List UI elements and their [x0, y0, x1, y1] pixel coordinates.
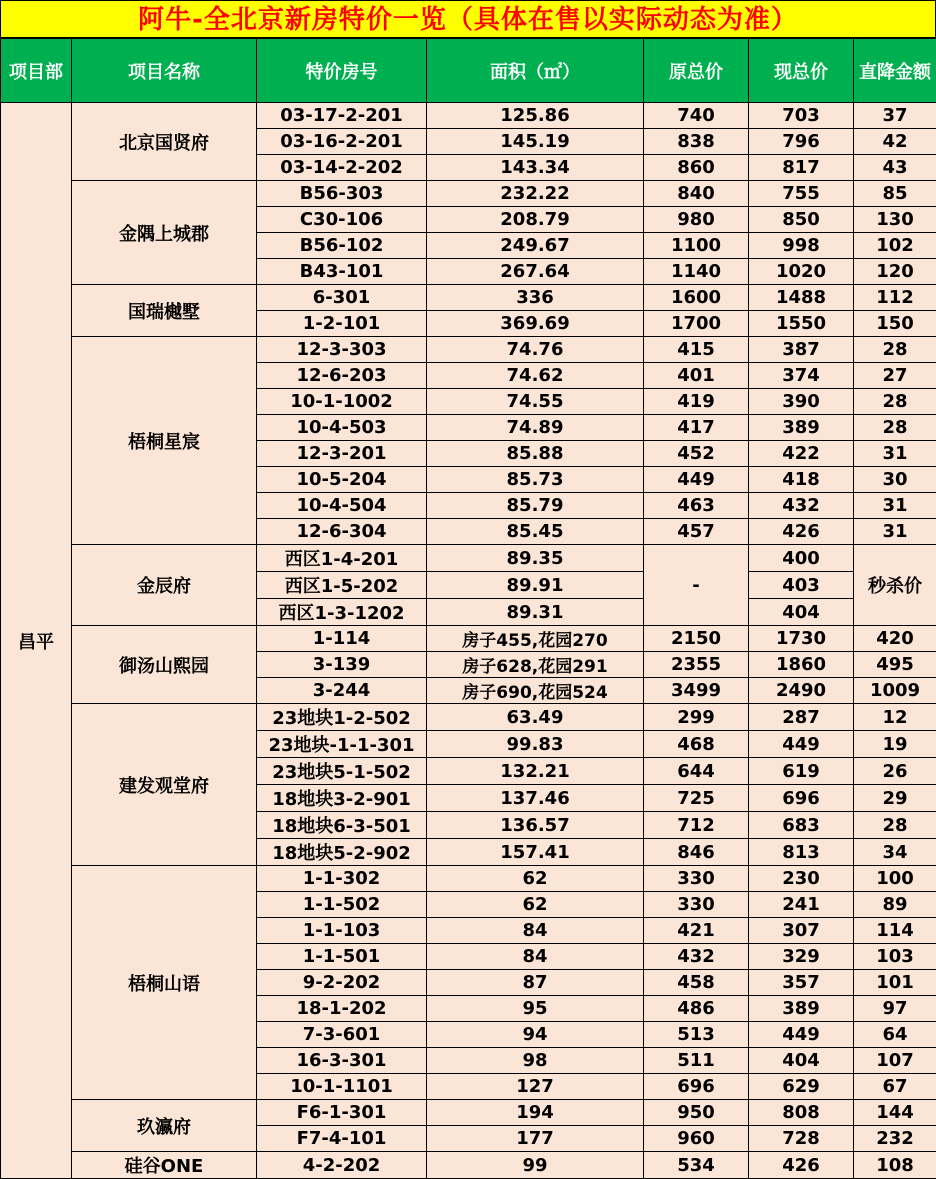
price-drop-cell: 144	[854, 1100, 936, 1126]
price-drop-cell: 19	[854, 731, 936, 758]
original-price-cell: 415	[644, 337, 749, 363]
table-row	[1, 1100, 936, 1126]
price-drop-cell: 34	[854, 839, 936, 866]
area-cell: 143.34	[427, 155, 644, 181]
unit-number-cell: F7-4-101	[257, 1126, 427, 1152]
column-header-area: 面积（㎡）	[427, 39, 644, 103]
original-price-cell: 740	[644, 103, 749, 129]
original-price-cell: 1100	[644, 233, 749, 259]
price-drop-cell: 26	[854, 758, 936, 785]
table-header-row	[1, 39, 936, 103]
current-price-cell: 307	[749, 918, 854, 944]
original-price-cell: 696	[644, 1074, 749, 1100]
table-row	[1, 626, 936, 652]
column-header-department: 项目部	[1, 39, 72, 103]
area-cell: 98	[427, 1048, 644, 1074]
area-cell: 99.83	[427, 731, 644, 758]
current-price-cell: 389	[749, 996, 854, 1022]
original-price-cell: 838	[644, 129, 749, 155]
current-price-cell: 728	[749, 1126, 854, 1152]
original-price-cell: 1700	[644, 311, 749, 337]
unit-number-cell: 3-244	[257, 678, 427, 704]
unit-number-cell: 1-1-502	[257, 892, 427, 918]
unit-number-cell: 1-1-302	[257, 866, 427, 892]
current-price-cell: 400	[749, 545, 854, 572]
project-name-cell: 硅谷ONE	[72, 1152, 257, 1179]
price-drop-cell: 100	[854, 866, 936, 892]
price-drop-cell: 27	[854, 363, 936, 389]
area-cell: 89.31	[427, 599, 644, 626]
original-price-cell: 421	[644, 918, 749, 944]
unit-number-cell: 18地块3-2-901	[257, 785, 427, 812]
unit-number-cell: 12-3-303	[257, 337, 427, 363]
current-price-cell: 432	[749, 493, 854, 519]
project-name-cell: 金辰府	[72, 545, 257, 626]
current-price-cell: 2490	[749, 678, 854, 704]
original-price-cell: 511	[644, 1048, 749, 1074]
department-cell: 昌平	[1, 103, 72, 1179]
price-drop-cell: 108	[854, 1152, 936, 1179]
current-price-cell: 850	[749, 207, 854, 233]
unit-number-cell: 西区1-5-202	[257, 572, 427, 599]
price-drop-cell: 42	[854, 129, 936, 155]
original-price-cell: 513	[644, 1022, 749, 1048]
original-price-cell: 1140	[644, 259, 749, 285]
original-price-cell: 401	[644, 363, 749, 389]
price-drop-cell: 150	[854, 311, 936, 337]
current-price-cell: 404	[749, 599, 854, 626]
original-price-cell: 299	[644, 704, 749, 731]
project-name-cell: 玖瀛府	[72, 1100, 257, 1152]
area-cell: 136.57	[427, 812, 644, 839]
unit-number-cell: B56-303	[257, 181, 427, 207]
table-row	[1, 545, 936, 572]
project-name-cell: 金隅上城郡	[72, 181, 257, 285]
original-price-cell: 417	[644, 415, 749, 441]
original-price-cell: 457	[644, 519, 749, 545]
table-row	[1, 285, 936, 311]
current-price-cell: 329	[749, 944, 854, 970]
area-cell: 85.45	[427, 519, 644, 545]
current-price-cell: 696	[749, 785, 854, 812]
original-price-cell: 840	[644, 181, 749, 207]
area-cell: 房子455,花园270	[427, 626, 644, 652]
area-cell: 208.79	[427, 207, 644, 233]
current-price-cell: 241	[749, 892, 854, 918]
unit-number-cell: 03-16-2-201	[257, 129, 427, 155]
area-cell: 89.35	[427, 545, 644, 572]
price-drop-cell: 秒杀价	[854, 545, 936, 626]
area-cell: 125.86	[427, 103, 644, 129]
current-price-cell: 755	[749, 181, 854, 207]
price-drop-cell: 31	[854, 493, 936, 519]
unit-number-cell: 1-2-101	[257, 311, 427, 337]
unit-number-cell: 23地块-1-1-301	[257, 731, 427, 758]
current-price-cell: 449	[749, 731, 854, 758]
price-drop-cell: 114	[854, 918, 936, 944]
unit-number-cell: 3-139	[257, 652, 427, 678]
price-drop-cell: 30	[854, 467, 936, 493]
area-cell: 99	[427, 1152, 644, 1179]
unit-number-cell: 9-2-202	[257, 970, 427, 996]
area-cell: 85.88	[427, 441, 644, 467]
current-price-cell: 387	[749, 337, 854, 363]
area-cell: 85.79	[427, 493, 644, 519]
price-drop-cell: 107	[854, 1048, 936, 1074]
price-drop-cell: 1009	[854, 678, 936, 704]
area-cell: 87	[427, 970, 644, 996]
column-header-current-price: 现总价	[749, 39, 854, 103]
table-row	[1, 337, 936, 363]
area-cell: 336	[427, 285, 644, 311]
original-price-cell: 644	[644, 758, 749, 785]
unit-number-cell: 1-1-103	[257, 918, 427, 944]
column-header-project: 项目名称	[72, 39, 257, 103]
price-drop-cell: 89	[854, 892, 936, 918]
original-price-cell: 2150	[644, 626, 749, 652]
original-price-cell: 2355	[644, 652, 749, 678]
price-drop-cell: 232	[854, 1126, 936, 1152]
original-price-cell: 3499	[644, 678, 749, 704]
area-cell: 房子628,花园291	[427, 652, 644, 678]
current-price-cell: 619	[749, 758, 854, 785]
price-drop-cell: 97	[854, 996, 936, 1022]
area-cell: 94	[427, 1022, 644, 1048]
current-price-cell: 418	[749, 467, 854, 493]
area-cell: 127	[427, 1074, 644, 1100]
original-price-cell: 860	[644, 155, 749, 181]
unit-number-cell: 12-6-304	[257, 519, 427, 545]
project-name-cell: 建发观堂府	[72, 704, 257, 866]
project-name-cell: 梧桐星宸	[72, 337, 257, 545]
current-price-cell: 1488	[749, 285, 854, 311]
original-price-cell: 458	[644, 970, 749, 996]
project-name-cell: 御汤山熙园	[72, 626, 257, 704]
page-title: 阿牛-全北京新房特价一览（具体在售以实际动态为准）	[0, 0, 936, 38]
table-row	[1, 704, 936, 731]
unit-number-cell: 16-3-301	[257, 1048, 427, 1074]
price-drop-cell: 37	[854, 103, 936, 129]
current-price-cell: 1020	[749, 259, 854, 285]
current-price-cell: 390	[749, 389, 854, 415]
area-cell: 74.62	[427, 363, 644, 389]
area-cell: 145.19	[427, 129, 644, 155]
unit-number-cell: 西区1-4-201	[257, 545, 427, 572]
area-cell: 177	[427, 1126, 644, 1152]
area-cell: 89.91	[427, 572, 644, 599]
price-drop-cell: 112	[854, 285, 936, 311]
current-price-cell: 1550	[749, 311, 854, 337]
unit-number-cell: 03-17-2-201	[257, 103, 427, 129]
current-price-cell: 230	[749, 866, 854, 892]
price-drop-cell: 31	[854, 519, 936, 545]
current-price-cell: 813	[749, 839, 854, 866]
original-price-cell: 725	[644, 785, 749, 812]
unit-number-cell: 4-2-202	[257, 1152, 427, 1179]
unit-number-cell: 18地块6-3-501	[257, 812, 427, 839]
area-cell: 房子690,花园524	[427, 678, 644, 704]
original-price-cell: 468	[644, 731, 749, 758]
unit-number-cell: B56-102	[257, 233, 427, 259]
current-price-cell: 808	[749, 1100, 854, 1126]
unit-number-cell: 1-114	[257, 626, 427, 652]
column-header-original-price: 原总价	[644, 39, 749, 103]
current-price-cell: 449	[749, 1022, 854, 1048]
price-drop-cell: 67	[854, 1074, 936, 1100]
current-price-cell: 422	[749, 441, 854, 467]
table-row	[1, 1152, 936, 1179]
price-drop-cell: 43	[854, 155, 936, 181]
price-drop-cell: 85	[854, 181, 936, 207]
original-price-cell: 846	[644, 839, 749, 866]
unit-number-cell: 7-3-601	[257, 1022, 427, 1048]
area-cell: 74.55	[427, 389, 644, 415]
original-price-cell: 1600	[644, 285, 749, 311]
current-price-cell: 1860	[749, 652, 854, 678]
unit-number-cell: 23地块5-1-502	[257, 758, 427, 785]
original-price-cell: 330	[644, 866, 749, 892]
unit-number-cell: F6-1-301	[257, 1100, 427, 1126]
area-cell: 157.41	[427, 839, 644, 866]
project-name-cell: 国瑞樾墅	[72, 285, 257, 337]
current-price-cell: 683	[749, 812, 854, 839]
original-price-cell: 330	[644, 892, 749, 918]
original-price-cell: 980	[644, 207, 749, 233]
original-price-cell: 463	[644, 493, 749, 519]
current-price-cell: 1730	[749, 626, 854, 652]
current-price-cell: 287	[749, 704, 854, 731]
price-drop-cell: 28	[854, 415, 936, 441]
original-price-cell: 712	[644, 812, 749, 839]
price-drop-cell: 103	[854, 944, 936, 970]
area-cell: 74.89	[427, 415, 644, 441]
area-cell: 74.76	[427, 337, 644, 363]
unit-number-cell: 23地块1-2-502	[257, 704, 427, 731]
original-price-cell: 419	[644, 389, 749, 415]
price-drop-cell: 12	[854, 704, 936, 731]
area-cell: 85.73	[427, 467, 644, 493]
original-price-cell: 432	[644, 944, 749, 970]
area-cell: 249.67	[427, 233, 644, 259]
price-drop-cell: 64	[854, 1022, 936, 1048]
price-drop-cell: 495	[854, 652, 936, 678]
table-body	[1, 103, 936, 1179]
current-price-cell: 998	[749, 233, 854, 259]
table-row	[1, 103, 936, 129]
price-drop-cell: 28	[854, 337, 936, 363]
unit-number-cell: 18地块5-2-902	[257, 839, 427, 866]
current-price-cell: 817	[749, 155, 854, 181]
area-cell: 369.69	[427, 311, 644, 337]
unit-number-cell: 10-1-1101	[257, 1074, 427, 1100]
current-price-cell: 426	[749, 519, 854, 545]
original-price-cell: 960	[644, 1126, 749, 1152]
unit-number-cell: 西区1-3-1202	[257, 599, 427, 626]
price-drop-cell: 29	[854, 785, 936, 812]
current-price-cell: 404	[749, 1048, 854, 1074]
price-drop-cell: 120	[854, 259, 936, 285]
price-drop-cell: 420	[854, 626, 936, 652]
unit-number-cell: B43-101	[257, 259, 427, 285]
original-price-cell: 950	[644, 1100, 749, 1126]
original-price-cell: 486	[644, 996, 749, 1022]
unit-number-cell: 03-14-2-202	[257, 155, 427, 181]
column-header-unit: 特价房号	[257, 39, 427, 103]
table-row	[1, 181, 936, 207]
price-drop-cell: 102	[854, 233, 936, 259]
price-drop-cell: 28	[854, 389, 936, 415]
unit-number-cell: 10-5-204	[257, 467, 427, 493]
original-price-cell: 452	[644, 441, 749, 467]
unit-number-cell: 18-1-202	[257, 996, 427, 1022]
area-cell: 84	[427, 944, 644, 970]
current-price-cell: 403	[749, 572, 854, 599]
column-header-price-drop: 直降金额	[854, 39, 936, 103]
area-cell: 232.22	[427, 181, 644, 207]
area-cell: 132.21	[427, 758, 644, 785]
current-price-cell: 389	[749, 415, 854, 441]
price-table	[0, 38, 936, 1179]
area-cell: 194	[427, 1100, 644, 1126]
table-row	[1, 866, 936, 892]
area-cell: 267.64	[427, 259, 644, 285]
price-drop-cell: 101	[854, 970, 936, 996]
price-drop-cell: 31	[854, 441, 936, 467]
unit-number-cell: 1-1-501	[257, 944, 427, 970]
unit-number-cell: 10-4-503	[257, 415, 427, 441]
project-name-cell: 北京国贤府	[72, 103, 257, 181]
original-price-cell: 449	[644, 467, 749, 493]
current-price-cell: 629	[749, 1074, 854, 1100]
original-price-cell: -	[644, 545, 749, 626]
price-drop-cell: 28	[854, 812, 936, 839]
current-price-cell: 703	[749, 103, 854, 129]
current-price-cell: 426	[749, 1152, 854, 1179]
current-price-cell: 357	[749, 970, 854, 996]
unit-number-cell: C30-106	[257, 207, 427, 233]
area-cell: 95	[427, 996, 644, 1022]
current-price-cell: 796	[749, 129, 854, 155]
area-cell: 137.46	[427, 785, 644, 812]
area-cell: 63.49	[427, 704, 644, 731]
area-cell: 84	[427, 918, 644, 944]
original-price-cell: 534	[644, 1152, 749, 1179]
unit-number-cell: 6-301	[257, 285, 427, 311]
unit-number-cell: 12-6-203	[257, 363, 427, 389]
unit-number-cell: 10-1-1002	[257, 389, 427, 415]
current-price-cell: 374	[749, 363, 854, 389]
unit-number-cell: 12-3-201	[257, 441, 427, 467]
unit-number-cell: 10-4-504	[257, 493, 427, 519]
area-cell: 62	[427, 892, 644, 918]
price-drop-cell: 130	[854, 207, 936, 233]
project-name-cell: 梧桐山语	[72, 866, 257, 1100]
area-cell: 62	[427, 866, 644, 892]
